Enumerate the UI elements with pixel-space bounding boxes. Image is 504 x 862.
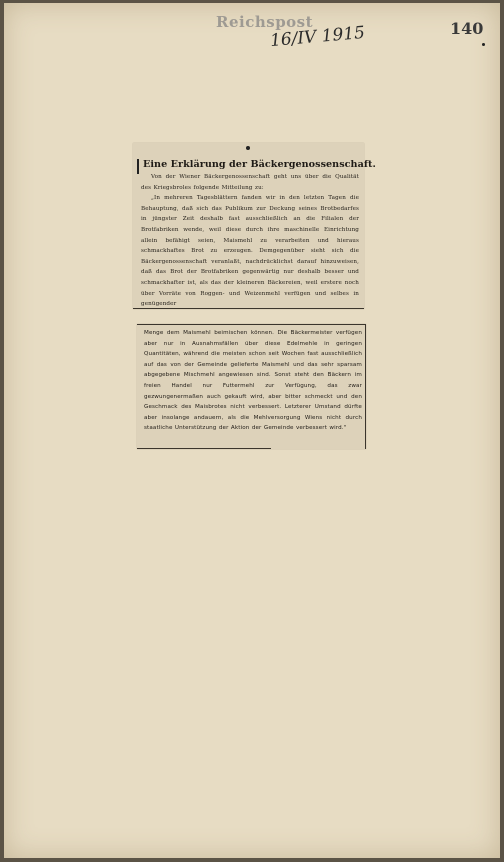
ink-dot bbox=[482, 43, 485, 46]
article-intro: Von der Wiener Bäckergenossenschaft geht uns über die Qualität des Kriegsbroles folgende Mitteilung zu: bbox=[141, 174, 359, 191]
continuation-text: Menge dem Maismehl beimischen können. Die Bäckermeister verfügen aber nur in Ausnahmsfällen über diese Edelmehle in geringen Quantitäten, während die meisten schon seit Wochen fast ausschließlich auf das von der Gemeinde gelieferte Maismehl und das sehr sparsam abgegebene Mischmehl angewiesen sind. Sonst steht den Bäckern im freien Handel nur Futtermehl zur Verfügung, das zwar gezwungenermaßen auch gekauft wird, aber bitter schmeckt und den Geschmack des Maisbrotes nicht verbessert. Letzterer Umstand dürfte aber insolange andauern, als die Mehlversorgung Wiens nicht durch staatliche Unterstützung der Aktion der Gemeinde verbessert wird." bbox=[144, 330, 362, 432]
article-continuation bbox=[144, 328, 362, 434]
clipping-rule bbox=[365, 324, 366, 449]
newspaper-name-stamp: Reichspost bbox=[216, 13, 314, 31]
newspaper-clipping-main bbox=[133, 143, 376, 309]
article-quote: „In mehreren Tagesblättern fanden wir in den letzten Tagen die Behauptung, daß sich das Publikum zur Deckung seines Brotbedarfes in jüngster Zeit deshalb fast ausschließlich an die Filialen der Brotfabriken wende, weil diese durch ihre maschinelle Einrichtung allein befähigt seien, Maismehl zu verarbeiten und hieraus schmackhaftes Brot zu erzeugen. Demgegenüber sieht sich die Bäckergenossenschaft veranlaßt, nachdrücklichst darauf hinzuweisen, daß das Brot der Brotfabriken gegenwärtig nur deshalb besser und schmackhafter ist, als das der kleineren Bäckereien, weil erstere noch über Vorräte von Roggen- und Weizenmehl verfügen und selbes in genügender bbox=[141, 195, 359, 308]
ink-dot bbox=[246, 146, 250, 150]
newspaper-clipping-continuation bbox=[137, 324, 366, 449]
handwritten-date: 16/IV 1915 bbox=[269, 22, 366, 52]
article-body bbox=[141, 172, 359, 310]
clipping-rule bbox=[137, 324, 366, 325]
column-marker bbox=[137, 159, 139, 174]
article-headline: Eine Erklärung der Bäckergenossenschaft. bbox=[143, 159, 376, 170]
page-number: 140 bbox=[450, 19, 484, 38]
clipping-rule bbox=[133, 308, 364, 309]
clipping-rule bbox=[137, 448, 271, 449]
